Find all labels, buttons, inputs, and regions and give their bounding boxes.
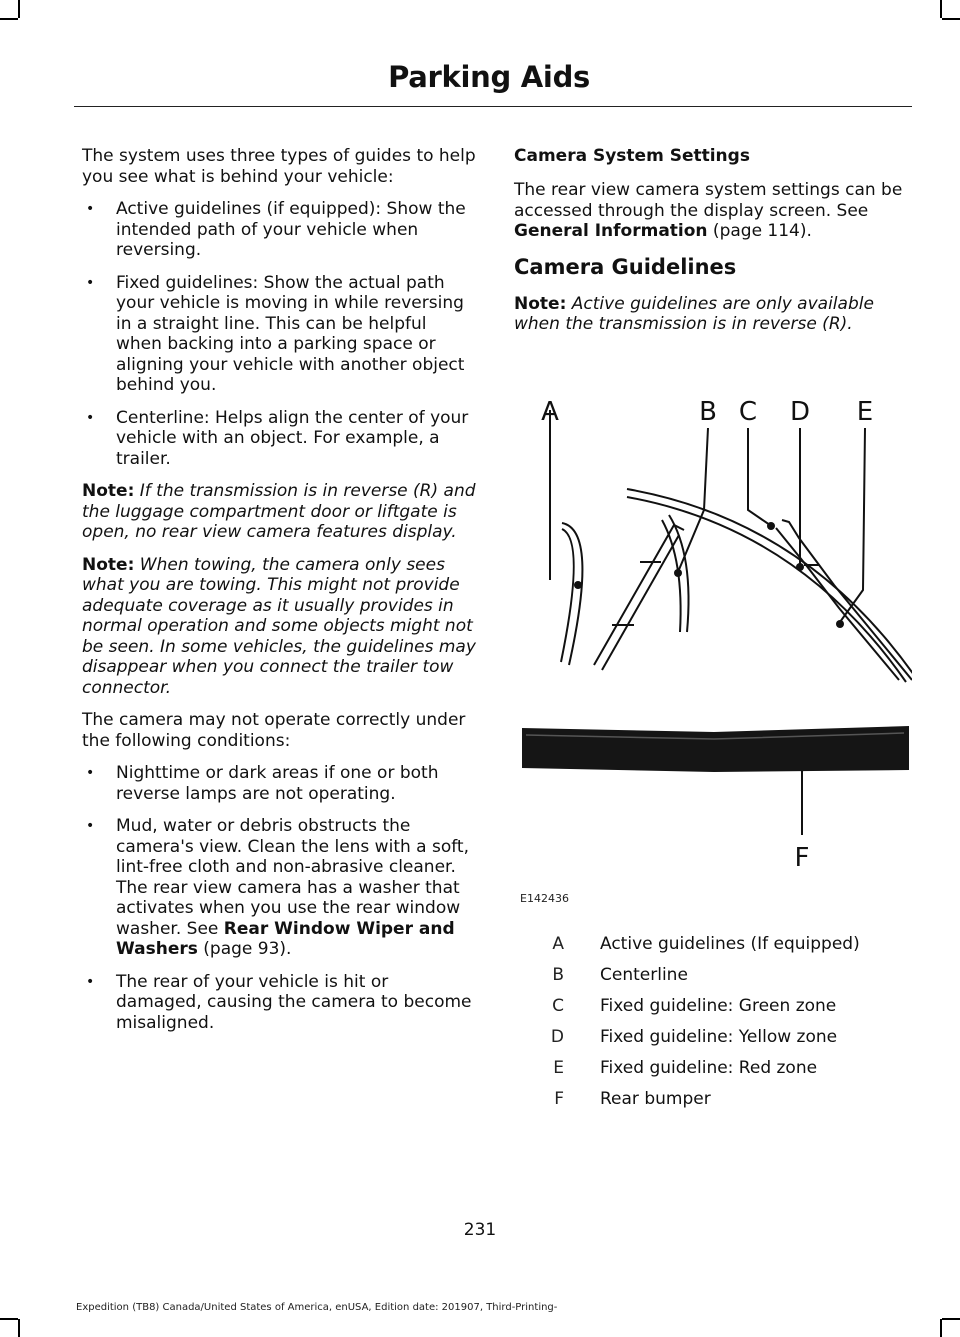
page-number: 231 <box>463 1220 497 1240</box>
crop-mark-bottom-right <box>940 1319 942 1337</box>
note-liftgate <box>82 481 477 543</box>
note-active-guidelines <box>514 294 912 335</box>
legend-key: B <box>552 964 564 985</box>
legend-row <box>514 928 912 959</box>
intro-paragraph: The system uses three types of guides to help you see what is behind your vehicle: <box>82 146 476 187</box>
leader-line-e <box>840 428 865 622</box>
note-text: Active guidelines are only available when the transmission is in reverse (R). <box>514 293 874 334</box>
legend-key: E <box>553 1057 564 1078</box>
crop-mark-top-right <box>942 18 960 20</box>
list-item: • Centerline: Helps align the center of your vehicle with an object. For example, a trailer. <box>82 408 477 470</box>
figure-label-a: A <box>541 397 559 427</box>
conditions-intro: The camera may not operate correctly under the following conditions: <box>82 710 466 751</box>
callout-dot-b <box>674 569 682 577</box>
figure-label-e: E <box>856 397 874 427</box>
note-text: When towing, the camera only sees what you are towing. This might not provide adequate coverage as it usually provides in normal operation and some objects might not be seen. In some vehicles, the guidelines may disappear when you connect the trailer tow connector. <box>82 554 476 698</box>
callout-dot-d <box>796 563 804 571</box>
fixed-guideline-left-inner <box>602 535 679 670</box>
legend-key: D <box>550 1026 564 1047</box>
legend-text: Fixed guideline: Yellow zone <box>600 1026 838 1047</box>
legend-row <box>514 1021 912 1052</box>
callout-dot-c <box>767 522 775 530</box>
figure-label-f: F <box>794 843 810 873</box>
fixed-guideline-right-inner <box>776 528 899 680</box>
crop-mark-bottom-right <box>942 1318 960 1320</box>
settings-text: The rear view camera system settings can be accessed through the display screen. See <box>514 180 903 221</box>
legend-text: Fixed guideline: Red zone <box>600 1057 818 1078</box>
list-item: • Active guidelines (if equipped): Show the intended path of your vehicle when reversing. <box>82 199 477 261</box>
fixed-guideline-right-outer <box>782 520 912 680</box>
camera-guidelines-figure <box>514 380 912 910</box>
crop-mark-bottom-left <box>18 1319 20 1337</box>
legend-row <box>514 1083 912 1114</box>
crop-mark-top-left <box>0 18 18 20</box>
guidelines-illustration <box>514 380 912 910</box>
legend-text: Active guidelines (If equipped) <box>600 933 860 954</box>
general-information-link[interactable]: General Information <box>514 221 708 241</box>
right-column <box>514 146 912 347</box>
condition-text: Mud, water or debris obstructs the camera's view. Clean the lens with a soft, lint-free cloth and non-abrasive cleaner. The rear view camera has a washer that activates when you use the rear window washer. See <box>116 816 469 939</box>
camera-system-settings-heading: Camera System Settings <box>514 146 750 166</box>
legend-key: F <box>554 1088 564 1109</box>
camera-guidelines-heading: Camera Guidelines <box>514 254 737 279</box>
guide-types-list <box>82 199 477 469</box>
page-reference: (page 114). <box>707 221 812 241</box>
callout-dot-e <box>836 620 844 628</box>
note-label: Note: <box>514 293 567 314</box>
legend-text: Centerline <box>600 964 688 985</box>
figure-label-d: D <box>789 397 811 427</box>
note-text: If the transmission is in reverse (R) and the luggage compartment door or liftgate is open, no rear view camera features display. <box>82 481 476 542</box>
conditions-list <box>82 763 477 1033</box>
legend-key: C <box>552 995 564 1016</box>
legend-text: Rear bumper <box>600 1088 711 1109</box>
figure-code: E142436 <box>520 892 569 905</box>
leader-line-c <box>748 428 770 525</box>
callout-dot-a <box>574 581 582 589</box>
left-column <box>82 146 477 1045</box>
list-item: • Fixed guidelines: Show the actual path your vehicle is moving in while reversing in a straight line. This can be helpful when backing into a parking space or aligning your vehicle with another object behind you. <box>82 273 477 396</box>
list-item: • Nighttime or dark areas if one or both reverse lamps are not operating. <box>82 763 477 804</box>
note-label: Note: <box>82 481 135 501</box>
note-label: Note: <box>82 554 135 575</box>
fixed-guideline-left-outer <box>594 525 684 665</box>
legend-text: Fixed guideline: Green zone <box>600 995 837 1016</box>
crop-mark-bottom-left <box>0 1318 18 1320</box>
figure-label-c: C <box>738 397 758 427</box>
crop-mark-top-right <box>940 0 942 18</box>
page-title: Parking Aids <box>388 60 590 94</box>
active-guideline-inner <box>561 529 574 662</box>
figure-legend <box>514 928 912 1114</box>
rear-bumper-shape <box>522 726 909 772</box>
legend-key: A <box>552 933 564 954</box>
note-towing <box>82 555 477 699</box>
settings-paragraph <box>514 180 912 242</box>
list-item <box>82 816 477 960</box>
legend-row <box>514 1052 912 1083</box>
crop-mark-top-left <box>18 0 20 18</box>
figure-label-b: B <box>699 397 717 427</box>
rear-window-washer-link[interactable]: Rear Window Wiper and Washers <box>116 918 455 959</box>
legend-row <box>514 990 912 1021</box>
page-reference: (page 93). <box>197 939 292 959</box>
list-item: • The rear of your vehicle is hit or damaged, causing the camera to become misaligned. <box>82 972 477 1034</box>
header-divider <box>74 106 912 107</box>
legend-row <box>514 959 912 990</box>
footer-edition-info: Expedition (TB8) Canada/United States of America, enUSA, Edition date: 201907, Third-Printing- <box>76 1302 558 1313</box>
